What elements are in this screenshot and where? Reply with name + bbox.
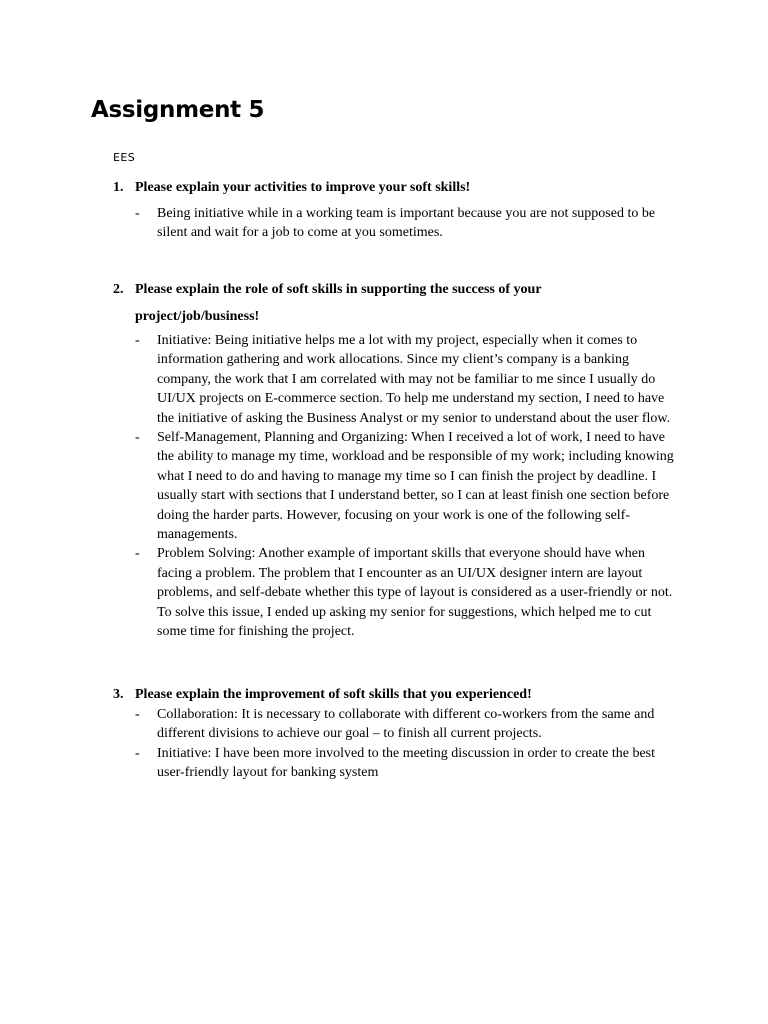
question-3-text: Please explain the improvement of soft skills that you experienced! — [135, 687, 532, 702]
question-1 — [113, 178, 583, 197]
answer-2-3 — [135, 544, 680, 641]
answer-text: Collaboration: It is necessary to collaborate with different co-workers from the same and different divisions to achieve our goal – to finish all current projects. — [157, 707, 655, 742]
question-3 — [113, 685, 583, 704]
answer-2-2 — [135, 428, 680, 544]
answer-text: Initiative: I have been more involved to the meeting discussion in order to create the best user-friendly layout for banking system — [157, 745, 656, 781]
question-2-text-line-2: project/job/business! — [135, 309, 260, 324]
answer-text: Being initiative while in a working team is important because you are not supposed to be silent and wait for a job to come at you sometimes. — [157, 206, 656, 241]
answer-2-1 — [135, 331, 680, 428]
question-2 — [113, 276, 583, 330]
question-2-number: 2. — [113, 282, 124, 297]
author-initials: EES — [113, 151, 136, 164]
bullet-dash: - — [135, 707, 140, 722]
bullet-dash: - — [135, 206, 140, 221]
question-3-number: 3. — [113, 687, 124, 702]
bullet-dash: - — [135, 333, 140, 348]
question-1-text: Please explain your activities to improve your soft skills! — [135, 180, 471, 195]
bullet-dash: - — [135, 745, 140, 761]
answer-1-1 — [135, 204, 676, 243]
answer-3-1 — [135, 705, 680, 744]
document-title: Assignment 5 — [91, 97, 265, 123]
question-1-number: 1. — [113, 180, 124, 195]
answer-text: Problem Solving: Another example of important skills that everyone should have when facing a problem. The problem that I encounter as an UI/UX designer intern are layout problems, and self-debate whether this type of layout is considered as a user-friendly or not. To solve this issue, I ended up asking my senior for suggestions, which helped me to cut some time for finishing the project. — [157, 546, 673, 640]
question-1-line — [113, 178, 583, 197]
answer-3-2 — [135, 744, 680, 783]
answer-text: Self-Management, Planning and Organizing: When I received a lot of work, I need to have the ability to manage my time, workload and be responsible of my work; including knowing what I need to do and having to manage my time so I can finish the project by deadline. I usually start with sections that I understand better, so I can at least finish one section before doing the harder parts. However, focusing on your work is one of the following self-managements. — [157, 430, 674, 543]
bullet-dash: - — [135, 546, 140, 562]
answer-text: Initiative: Being initiative helps me a lot with my project, especially when it comes to information gathering and work allocations. Since my client’s company is a banking company, the work that I am correlated with may not be familiar to me since I usually do UI/UX projects on E-commerce section. To help me understand my section, I need to have the initiative of asking the Business Analyst or my senior to understand about the user flow. — [157, 333, 671, 426]
answers-1 — [135, 204, 680, 243]
question-2-line-2 — [113, 303, 583, 330]
answers-2 — [135, 331, 680, 642]
bullet-dash: - — [135, 430, 140, 446]
question-3-line — [113, 685, 583, 704]
answers-3 — [135, 705, 680, 783]
question-2-line-1 — [113, 276, 583, 303]
question-2-text-line-1: Please explain the role of soft skills in supporting the success of your — [135, 282, 542, 297]
